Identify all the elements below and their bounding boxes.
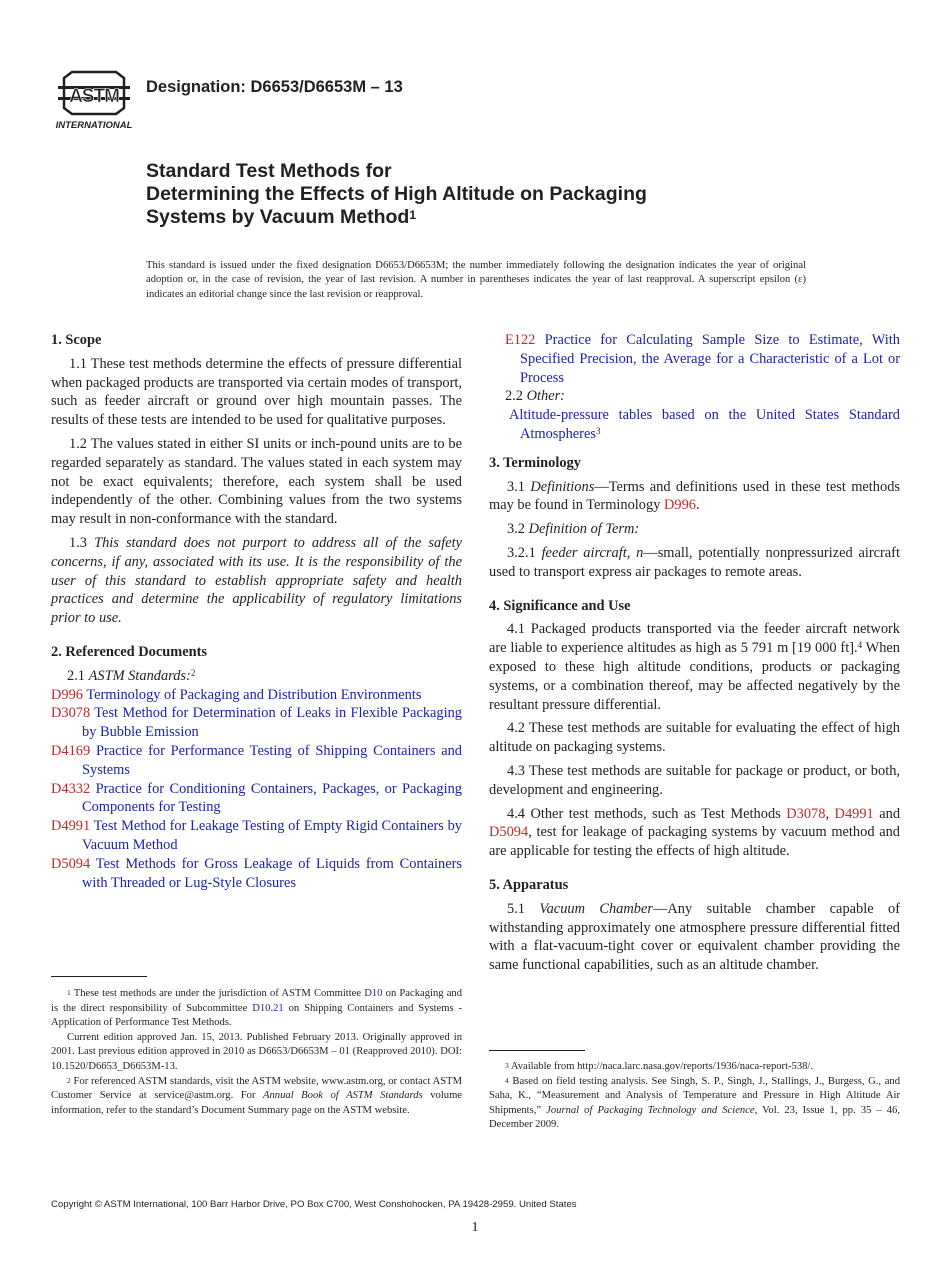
footnotes-left: [51, 987, 462, 1118]
section-heading-scope: 1. Scope: [51, 332, 102, 348]
link-d5094[interactable]: D5094: [489, 824, 529, 841]
paragraph-4-2: 4.2 These test methods are suitable for evaluating the effect of high altitude on packaging systems.: [489, 720, 900, 756]
right-column: [489, 331, 900, 980]
link-d10[interactable]: D10: [364, 988, 383, 999]
paragraph-4-4: 4.4 Other test methods, such as Test Methods D3078, D4991 and D5094, test for leakage of packaging systems by vacuum method and are applicable for testing the effects of high altitude.: [489, 805, 901, 860]
subsection-2-1: 2.1 ASTM Standards:$^2$: [67, 667, 196, 684]
footnote-rule-left: [51, 976, 147, 977]
paragraph-4-1: 4.1 Packaged products transported via the feeder aircraft network are liable to experience altitudes as high as 5 791 m [19 000 ft].$^4$ When exposed to these high altitude conditions, products or packaging systems, or a combination thereof, may be affected negatively by the resultant pressure differential.: [489, 621, 900, 713]
title-line-3: Systems by Vacuum Method: [146, 206, 410, 228]
link-d4991[interactable]: D4991: [834, 805, 874, 822]
footnote-1: $^1$ These test methods are under the jurisdiction of ASTM Committee D10 on Packaging and is the direct responsibility of Subcommittee D10.21 on Shipping Containers and Systems - Application of Performance Test Methods.: [51, 988, 463, 1029]
issuance-note: This standard is issued under the fixed designation D6653/D6653M; the number immediately following the designation indicates the year of original adoption or, in the case of revision, the year of last revision. A number in parentheses indicates the year of last reapproval. A superscript epsilon (ε) indicates an editorial change since the last revision or reapproval.: [146, 260, 806, 300]
paragraph-3-2-1: 3.2.1 feeder aircraft, n—small, potentially nonpressurized aircraft used to transport express air packages to remote areas.: [489, 544, 900, 580]
paragraph-1-3: 1.3 This standard does not purport to address all of the safety concerns, if any, associated with its use. It is the responsibility of the user of this standard to establish appropriate safety and health practices and determine the applicability of regulatory limitations prior to use.: [51, 534, 462, 627]
designation: Designation: D6653/D6653M – 13: [146, 78, 403, 96]
reference-d3078[interactable]: D3078 Test Method for Determination of Leaks in Flexible Packaging by Bubble Emission: [51, 705, 462, 741]
title-footnote-mark: 1: [409, 208, 417, 222]
paragraph-1-2: 1.2 The values stated in either SI units or inch-pound units are to be regarded separately as standard. The values stated in each system may not be exact equivalents; therefore, each system shall be used independently of the other. Combining values from the two systems may result in non-conformance with the standard.: [51, 435, 462, 528]
paragraph-3-1: 3.1 Definitions—Terms and definitions used in these test methods may be found in Terminology D996.: [489, 478, 900, 514]
section-heading-referenced-documents: 2. Referenced Documents: [51, 643, 207, 660]
section-heading-apparatus: 5. Apparatus: [489, 876, 569, 893]
paragraph-4-3: 4.3 These test methods are suitable for package or product, or both, development and engineering.: [489, 762, 900, 798]
subsection-2-2: 2.2 Other:: [505, 388, 565, 405]
link-d10-21[interactable]: D10.21: [252, 1002, 284, 1014]
footnote-1-edition: Current edition approved Jan. 15, 2013. Published February 2013. Originally approved in 2001. Last previous edition approved in 2010 as D6653/D6653M – 01 (Reapproved 2010). DOI: 10.1520/D6653_D6653M-13.: [51, 1031, 462, 1072]
reference-d4332[interactable]: D4332 Practice for Conditioning Containers, Packages, or Packaging Components for Testing: [51, 780, 462, 816]
document-title: [146, 160, 647, 229]
section-heading-terminology: 3. Terminology: [489, 454, 581, 471]
paragraph-1-1: 1.1 These test methods determine the effects of pressure differential when packaged products are transported via certain modes of transport, such as feeder aircraft or ground over high mountain passes. The results of these tests are intended to be used for qualitative purposes.: [51, 355, 462, 429]
reference-d996[interactable]: D996 Terminology of Packaging and Distribution Environments: [51, 686, 422, 703]
footnote-rule-right: [489, 1050, 585, 1051]
title-line-2: Determining the Effects of High Altitude on Packaging: [146, 183, 647, 205]
logo-subtext: INTERNATIONAL: [55, 120, 133, 131]
link-d996[interactable]: D996: [664, 497, 696, 514]
paragraph-5-1: 5.1 Vacuum Chamber—Any suitable chamber capable of withstanding approximately one atmosphere pressure differential fitted with a flat-vacuum-tight cover or equivalent chamber providing the same functional capabilities, such as an altitude chamber.: [489, 900, 900, 974]
logo-text: ASTM: [69, 86, 119, 107]
reference-d4991[interactable]: D4991 Test Method for Leakage Testing of Empty Rigid Containers by Vacuum Method: [51, 818, 462, 853]
footnote-2: $^2$ For referenced ASTM standards, visit the ASTM website, www.astm.org, or contact ASTM Customer Service at service@astm.org. For Annual Book of ASTM Standards volume information, refer to the standard’s Document Summary page on the ASTM website.: [51, 1075, 463, 1116]
footnote-4: $^4$ Based on field testing analysis. See Singh, S. P., Singh, J., Stallings, J., Burgess, G., and Saha, K., “Measurement and Analysis of Temperature and Pressure in High Altitude Air Shipments,” Journal of Packaging Technology and Science, Vol. 23, Issue 1, pp. 35 – 46, December 2009.: [489, 1075, 901, 1131]
link-d3078[interactable]: D3078: [786, 805, 826, 822]
footnote-3: $^3$ Available from http://naca.larc.nasa.gov/reports/1936/naca-report-538/.: [505, 1061, 814, 1072]
paragraph-3-2: 3.2 Definition of Term:: [507, 521, 640, 538]
title-line-1: Standard Test Methods for: [146, 160, 392, 182]
copyright-notice: Copyright © ASTM International, 100 Barr Harbor Drive, PO Box C700, West Conshohocken, PA 19428-2959. United States: [51, 1199, 577, 1210]
astm-logo: [52, 64, 136, 134]
reference-e122[interactable]: E122 Practice for Calculating Sample Size to Estimate, With Specified Precision, the Average for a Characteristic of a Lot or Process: [505, 332, 900, 386]
page-number: 1: [471, 1220, 479, 1235]
left-column: [51, 331, 462, 892]
section-heading-significance: 4. Significance and Use: [489, 597, 631, 614]
reference-other-atmospheres[interactable]: Altitude-pressure tables based on the United States Standard Atmospheres$^3$: [509, 407, 900, 442]
footnotes-right: [489, 1060, 900, 1133]
reference-d4169[interactable]: D4169 Practice for Performance Testing of Shipping Containers and Systems: [51, 742, 462, 778]
reference-d5094[interactable]: D5094 Test Methods for Gross Leakage of Liquids from Containers with Threaded or Lug-Style Closures: [51, 855, 463, 891]
